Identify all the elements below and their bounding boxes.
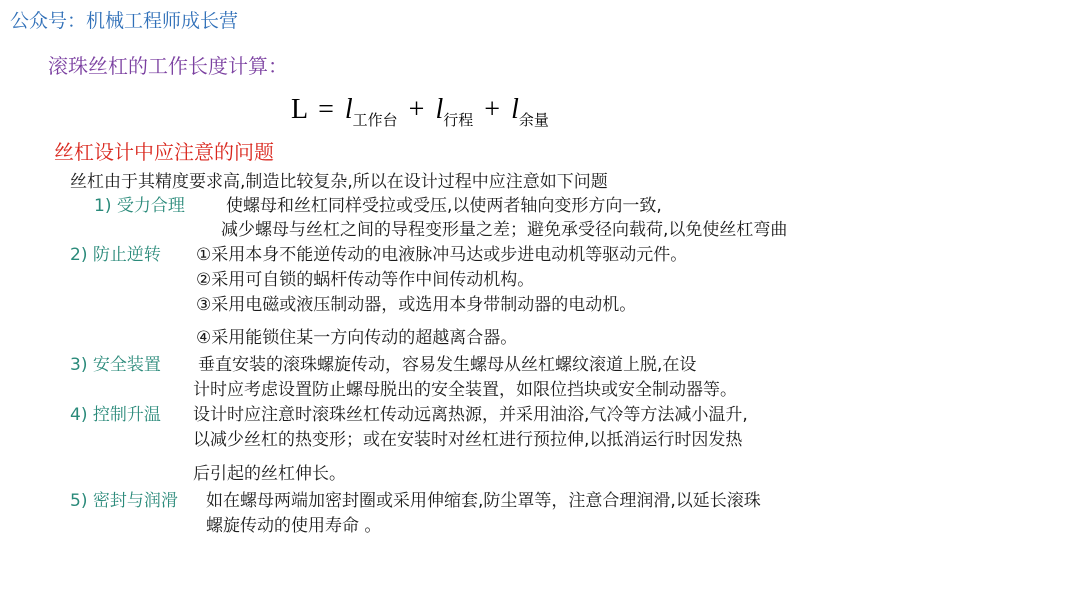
formula-term-sub: 余量: [518, 111, 549, 129]
item-line: 垂直安装的滚珠螺旋传动，容易发生螺母从丝杠螺纹滚道上脱,在设: [198, 355, 697, 375]
formula-plus: +: [408, 94, 425, 125]
item-line: ①采用本身不能逆传动的电液脉冲马达或步进电动机等驱动元件。: [196, 245, 688, 265]
length-formula: [291, 94, 549, 130]
page-header: 公众号：机械工程师成长营: [10, 10, 239, 32]
item-line: ②采用可自锁的蜗杆传动等作中间传动机构。: [196, 270, 535, 290]
intro-text: 丝杠由于其精度要求高,制造比较复杂,所以在设计过程中应注意如下问题: [70, 172, 608, 192]
formula-term-sub: 工作台: [352, 111, 398, 129]
item-line: 计时应考虑设置防止螺母脱出的安全装置，如限位挡块或安全制动器等。: [193, 380, 737, 400]
formula-term-sub: 行程: [443, 111, 474, 129]
formula-lhs: L: [291, 94, 308, 125]
item-line: ③采用电磁或液压制动器，或选用本身带制动器的电动机。: [196, 295, 637, 315]
item-label: 5) 密封与润滑: [70, 491, 178, 511]
formula-plus: +: [484, 94, 501, 125]
section-title: 丝杠设计中应注意的问题: [54, 140, 274, 164]
item-line: 使螺母和丝杠同样受拉或受压,以使两者轴向变形方向一致,: [226, 196, 662, 216]
formula-term-symbol: l: [344, 94, 353, 125]
formula-equals: =: [318, 94, 334, 125]
formula-term-symbol: l: [435, 94, 444, 125]
item-line: 以减少丝杠的热变形；或在安装时对丝杠进行预拉伸,以抵消运行时因发热: [193, 430, 743, 450]
item-label: 3) 安全装置: [70, 355, 161, 375]
formula-term-symbol: l: [511, 94, 519, 125]
item-line: 设计时应注意时滚珠丝杠传动远离热源，并采用油浴,气冷等方法减小温升,: [193, 405, 748, 425]
item-label: 2) 防止逆转: [70, 245, 161, 265]
item-label: 1) 受力合理: [94, 196, 185, 216]
item-label: 4) 控制升温: [70, 405, 161, 425]
item-line: 减少螺母与丝杠之间的导程变形量之差；避免承受径向载荷,以免使丝杠弯曲: [221, 220, 788, 240]
item-line: 如在螺母两端加密封圈或采用伸缩套,防尘罩等，注意合理润滑,以延长滚珠: [206, 491, 761, 511]
item-line: 螺旋传动的使用寿命 。: [206, 516, 382, 536]
subtitle: 滚珠丝杠的工作长度计算：: [48, 54, 288, 78]
item-line: ④采用能锁住某一方向传动的超越离合器。: [196, 328, 518, 348]
item-line: 后引起的丝杠伸长。: [193, 464, 346, 484]
